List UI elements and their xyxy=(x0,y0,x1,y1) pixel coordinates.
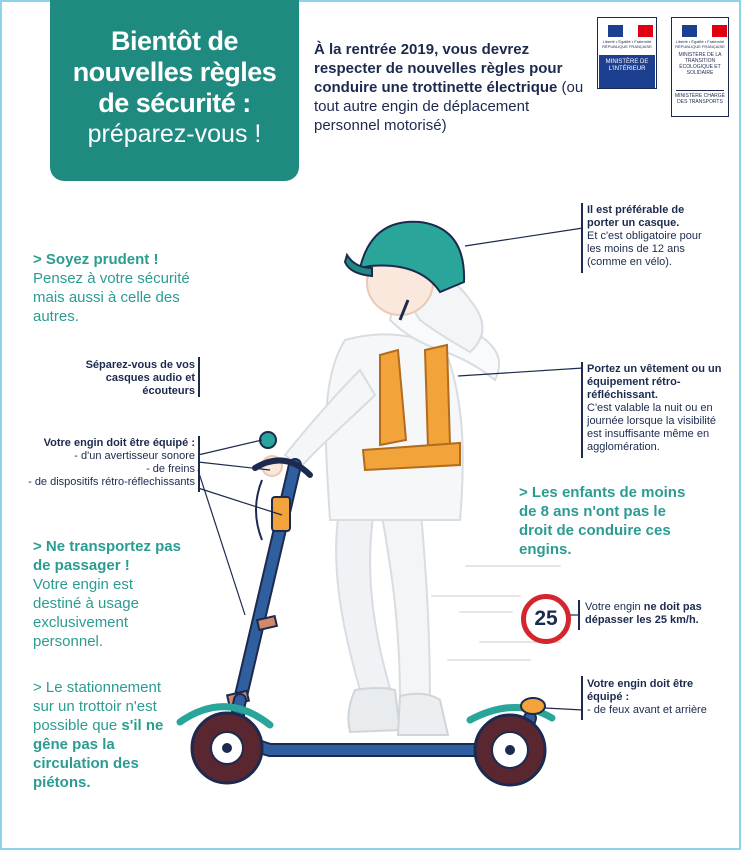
note-casque-bold: Il est préférable de porter un casque. xyxy=(587,204,685,229)
title-line-1: Bientôt de xyxy=(111,26,238,56)
intro-text xyxy=(314,40,584,135)
note-vitesse xyxy=(585,601,725,627)
note-stationnement-text: > Le stationnement sur un trottoir n'est possible que xyxy=(33,679,162,734)
note-casque xyxy=(587,204,717,269)
note-vitesse-bold: ne doit pas dépasser les 25 km/h. xyxy=(585,601,702,626)
title-line-3: de sécurité : xyxy=(98,88,251,118)
french-flag-icon xyxy=(608,24,654,36)
note-vetement xyxy=(587,363,727,454)
note-equip-item: - d'un avertisseur sonore xyxy=(74,450,195,462)
note-equip-title: Votre engin doit être équipé : xyxy=(43,437,195,449)
logo-ministry-interieur-text: MINISTÈRE DE L'INTÉRIEUR xyxy=(599,55,655,88)
note-stationnement-bold: s'il ne gêne pas la circulation des piétons. xyxy=(33,717,164,791)
logo-ministry-transports-text: MINISTÈRE CHARGÉ DES TRANSPORTS xyxy=(674,93,725,105)
logo-republique-text: Liberté • Égalité • Fraternité RÉPUBLIQUE FRANÇAISE xyxy=(675,39,725,49)
note-vetement-bar xyxy=(581,362,583,458)
note-vetement-text: C'est valable la nuit ou en journée lorsque la visibilité est insuffisante même en agglomération. xyxy=(587,402,717,453)
note-vitesse-text: Votre engin xyxy=(585,601,641,613)
title-line-4: préparez-vous ! xyxy=(87,120,262,148)
note-vitesse-bar xyxy=(578,600,580,630)
logo-republique-text: Liberté • Égalité • Fraternité RÉPUBLIQUE FRANÇAISE xyxy=(602,39,652,49)
title-line-2: nouvelles règles xyxy=(72,57,277,87)
note-casques-audio: Séparez-vous de vos casques audio et écouteurs xyxy=(85,359,195,397)
note-feux-bar xyxy=(581,676,583,720)
note-casques-bar xyxy=(198,357,200,397)
note-equip-bar xyxy=(198,436,200,492)
note-soyez-prudent xyxy=(33,250,203,326)
note-enfants xyxy=(519,483,699,559)
logo-ministere-transition xyxy=(671,17,729,117)
note-passager-text: Votre engin est destiné à usage exclusivement personnel. xyxy=(33,576,139,650)
note-stationnement xyxy=(33,678,183,792)
note-equip-item: - de freins xyxy=(146,463,195,475)
speed-limit-sign: 25 xyxy=(521,594,571,644)
note-vetement-bold: Portez un vêtement ou un équipement rétro-réfléchissant. xyxy=(587,363,722,401)
note-equip-item: - de dispositifs rétro-réflechissants xyxy=(28,476,195,488)
intro-bold: À la rentrée 2019, vous devrez respecter de nouvelles règles pour conduire une trottinette électrique xyxy=(314,41,563,96)
logo-divider xyxy=(676,90,724,91)
note-enfants-text: > Les enfants de moins de 8 ans n'ont pas le droit de conduire ces engins. xyxy=(519,484,686,558)
note-prudent-text: Pensez à votre sécurité mais aussi à celle des autres. xyxy=(33,270,190,325)
note-casque-bar xyxy=(581,203,583,273)
note-feux-text: - de feux avant et arrière xyxy=(587,704,707,716)
title-box xyxy=(50,0,299,181)
logo-ministere-interieur xyxy=(597,17,657,89)
note-equipement xyxy=(10,437,195,489)
note-feux xyxy=(587,678,717,717)
intro-normal: (ou tout autre engin de déplacement personnel motorisé) xyxy=(314,79,584,134)
logo-ministry-transition-text: MINISTÈRE DE LA TRANSITION ÉCOLOGIQUE ET SOLIDAIRE xyxy=(678,52,722,76)
note-feux-bold: Votre engin doit être équipé : xyxy=(587,678,694,703)
note-passager-title: > Ne transportez pas de passager ! xyxy=(33,538,181,574)
note-passager xyxy=(33,537,183,651)
note-prudent-title: > Soyez prudent ! xyxy=(33,251,159,268)
french-flag-icon xyxy=(682,24,728,36)
note-casque-text: Et c'est obligatoire pour les moins de 12 ans (comme en vélo). xyxy=(587,230,702,268)
